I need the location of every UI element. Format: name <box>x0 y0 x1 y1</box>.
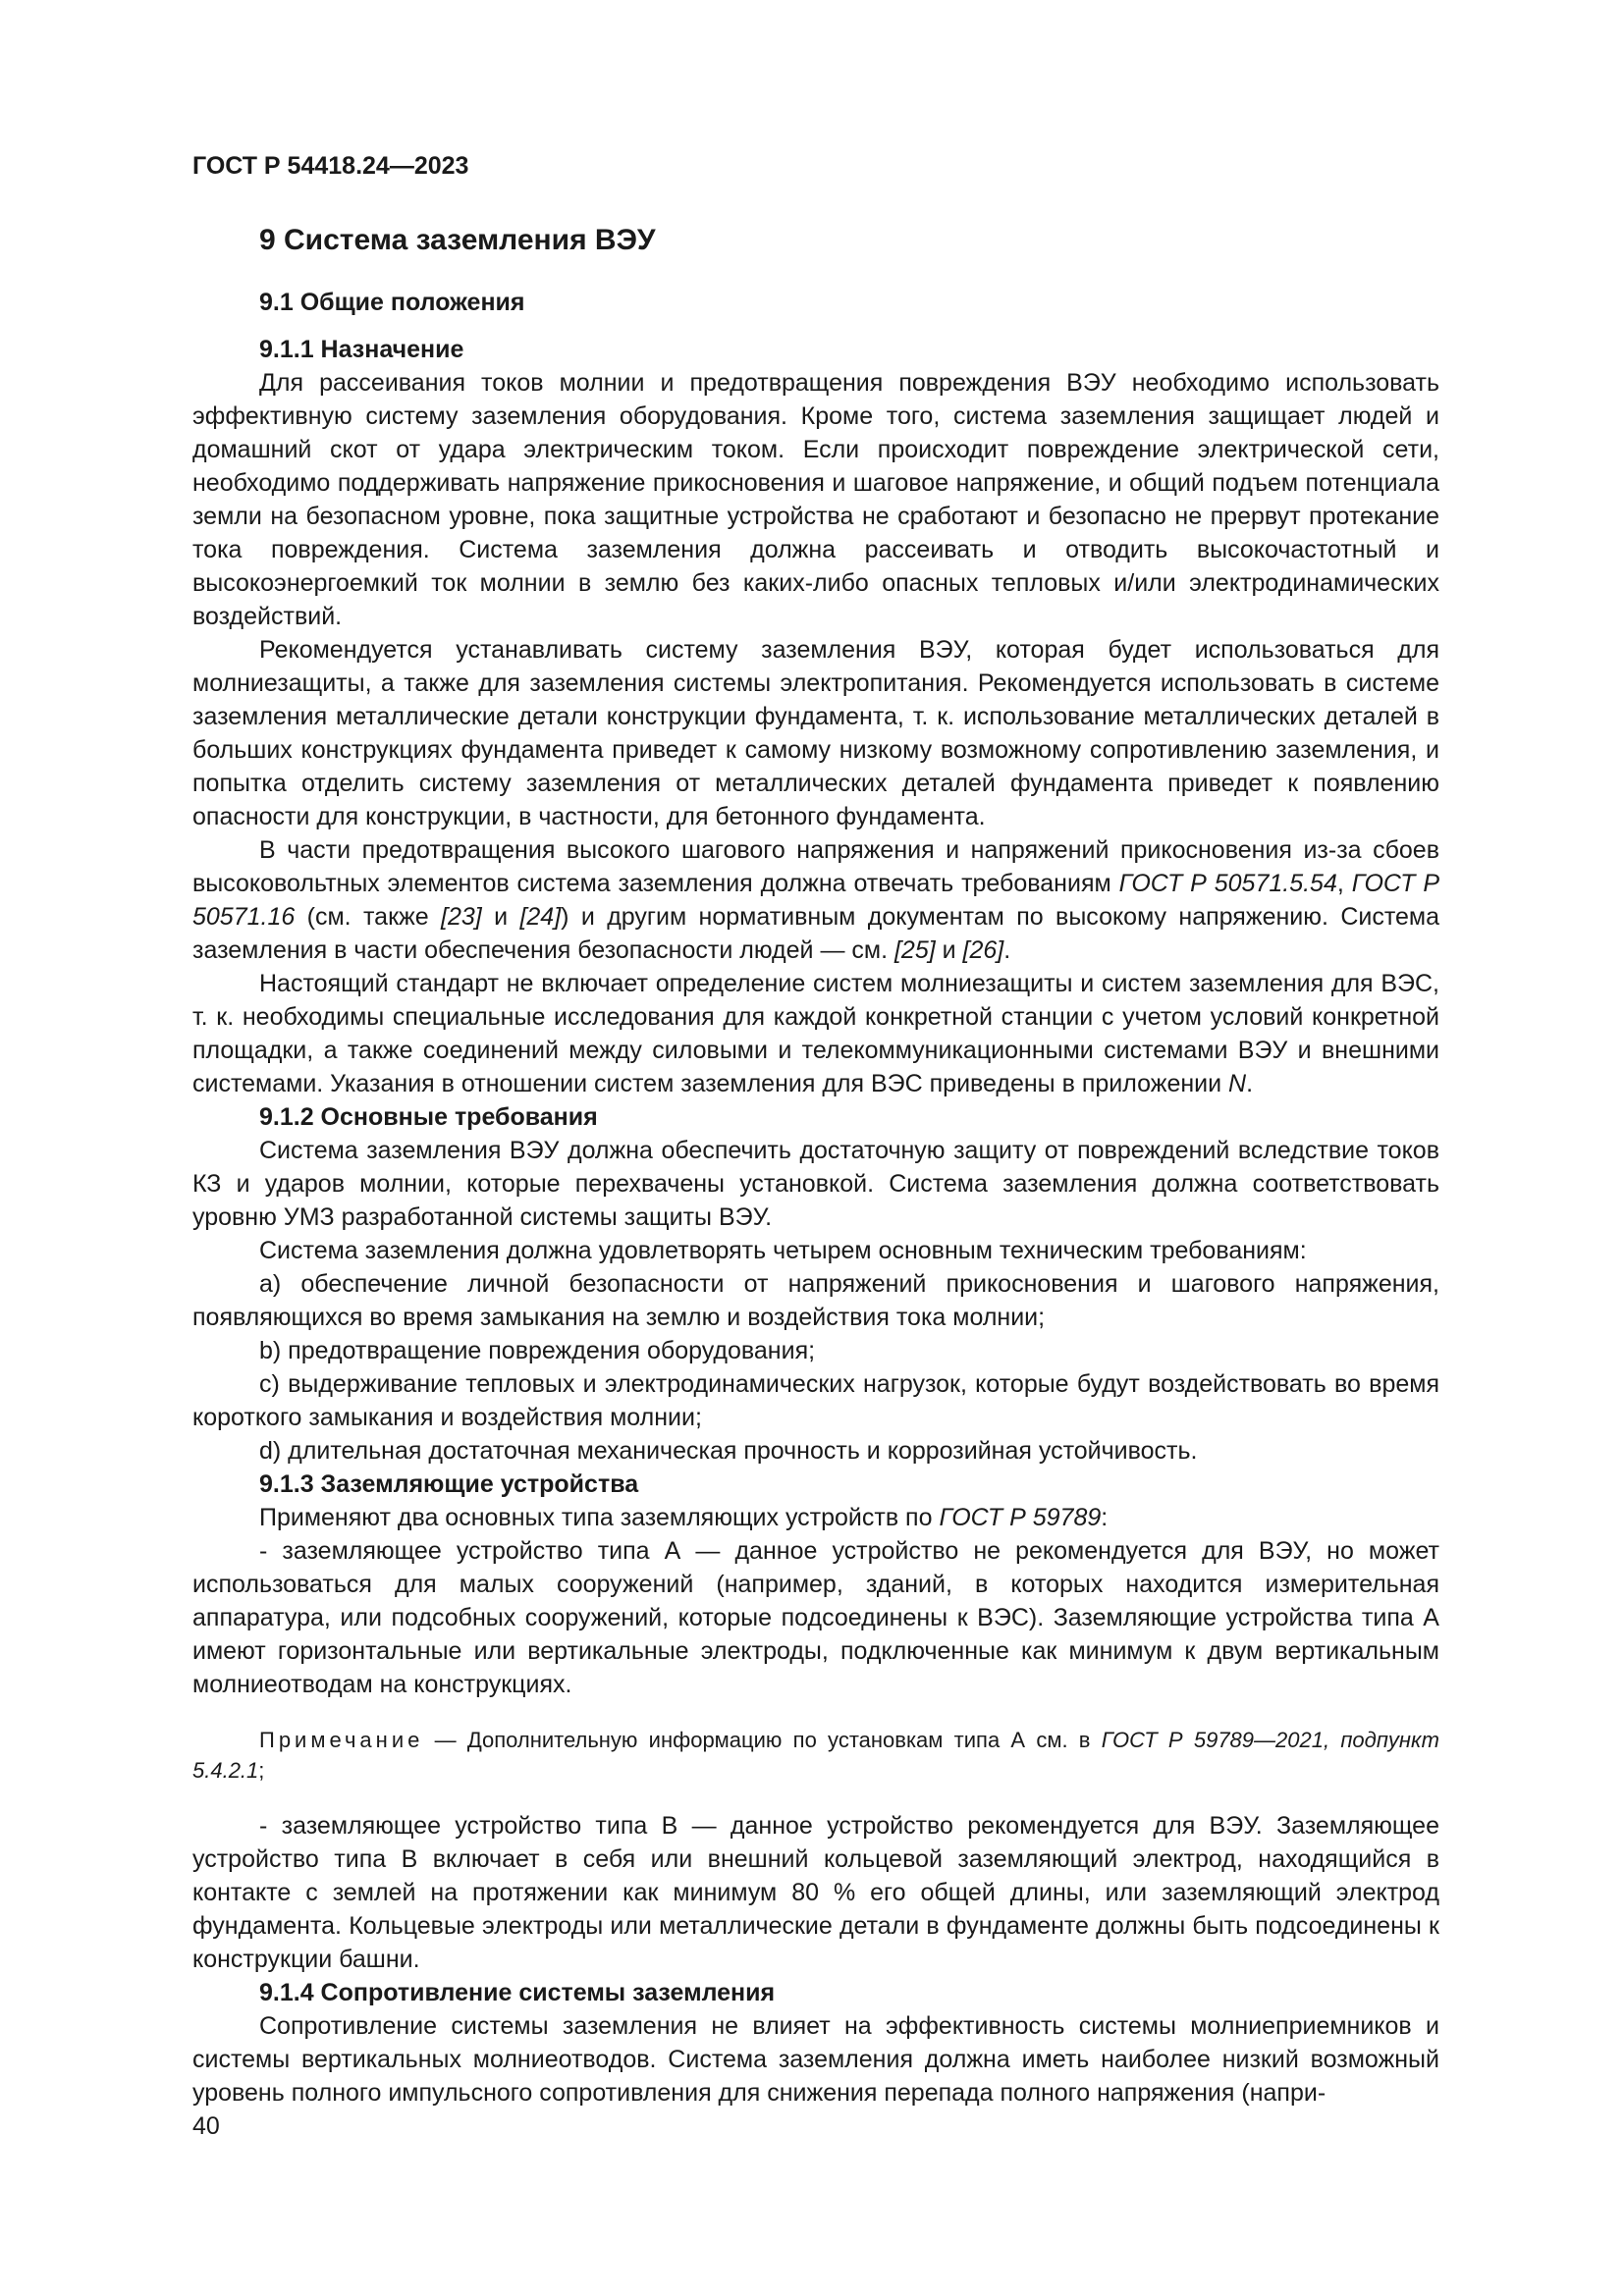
page-content <box>192 221 1439 2109</box>
reference: N <box>1228 1070 1247 1097</box>
paragraph: Рекомендуется устанавливать систему заземления ВЭУ, которая будет использоваться для молниезащиты, а также для заземления системы электропитания. Рекомендуется использовать в системе заземления металлические детали конструкции фундамента, т. к. использование металлических деталей в больших конструкциях фундамента приведет к самому низкому возможному сопротивлению заземления, и попытка отделить систему заземления от металлических деталей фундамента приведет к появлению опасности для конструкции, в частности, для бетонного фундамента. <box>192 636 1439 830</box>
reference: [23] <box>441 903 482 931</box>
reference: ГОСТ Р 50571.16 <box>192 870 1439 931</box>
paragraph: В части предотвращения высокого шагового напряжения и напряжений прикосновения из-за сбоев высоковольтных элементов система заземления должна отвечать требованиям ГОСТ Р 50571.5.54, ГОСТ Р 50571.16 (см. также [23] и [24]) и другим нормативным документам по высокому напряжению. Система заземления в части обеспечения безопасности людей — см. [25] и [26]. <box>192 836 1439 964</box>
note: Примечание — Дополнительную информацию по установкам типа А см. в ГОСТ Р 59789—2021, подпункт 5.4.2.1; <box>192 1728 1439 1783</box>
paragraph: Применяют два основных типа заземляющих устройств по ГОСТ Р 59789: <box>259 1504 1109 1531</box>
page-number: 40 <box>192 2112 220 2140</box>
list-item: d) длительная достаточная механическая прочность и коррозийная устойчивость. <box>259 1437 1198 1465</box>
subsection-title: 9.1 Общие положения <box>259 289 525 316</box>
reference: [26] <box>962 936 1004 964</box>
reference: ГОСТ Р 50571.5.54 <box>1118 870 1337 897</box>
list-item: b) предотвращение повреждения оборудования; <box>259 1337 816 1364</box>
list-item: а) обеспечение личной безопасности от напряжений прикосновения и шагового напряжения, появляющихся во время замыкания на землю и воздействия тока молнии; <box>192 1270 1439 1331</box>
reference: [24] <box>519 903 562 931</box>
reference: ГОСТ Р 59789—2021, подпункт 5.4.2.1 <box>192 1728 1439 1783</box>
paragraph: Система заземления ВЭУ должна обеспечить достаточную защиту от повреждений вследствие токов КЗ и ударов молнии, которые перехвачены установкой. Система заземления должна соответствовать уровню УМЗ разработанной системы защиты ВЭУ. <box>192 1137 1439 1231</box>
document-id: ГОСТ Р 54418.24—2023 <box>192 152 469 180</box>
paragraph: Система заземления должна удовлетворять четырем основным техническим требованиям: <box>259 1237 1307 1264</box>
clause-913-title: 9.1.3 Заземляющие устройства <box>259 1470 639 1498</box>
clause-914-title: 9.1.4 Сопротивление системы заземления <box>259 1979 776 2006</box>
clause-912-title: 9.1.2 Основные требования <box>259 1103 598 1131</box>
reference: [25] <box>893 936 936 964</box>
clause-911-title: 9.1.1 Назначение <box>259 336 464 363</box>
list-item: - заземляющее устройство типа В — данное устройство рекомендуется для ВЭУ. Заземляющее устройство типа В включает в себя или внешний кольцевой заземляющий электрод, находящийся в контакте с землей на протяжении как минимум 80 % его общей длины, или заземляющий электрод фундамента. Кольцевые электроды или металлические детали в фундаменте должны быть подсоединены к конструкции башни. <box>192 1812 1439 1973</box>
note-label: Примечание <box>259 1728 424 1752</box>
paragraph: Для рассеивания токов молнии и предотвращения повреждения ВЭУ необходимо использовать эффективную систему заземления оборудования. Кроме того, система заземления защищает людей и домашний скот от удара электрическим током. Если происходит повреждение электрической сети, необходимо поддерживать напряжение прикосновения и шаговое напряжение, и общий подъем потенциала земли на безопасном уровне, пока защитные устройства не сработают и безопасно не прервут протекание тока повреждения. Система заземления должна рассеивать и отводить высокочастотный и высокоэнергоемкий ток молнии в землю без каких-либо опасных тепловых и/или электродинамических воздействий. <box>192 369 1439 630</box>
paragraph: Настоящий стандарт не включает определение систем молниезащиты и систем заземления для ВЭС, т. к. необходимы специальные исследования для каждой конкретной станции с учетом условий конкретной площадки, а также соединений между силовыми и телекоммуникационными системами ВЭУ и внешними системами. Указания в отношении систем заземления для ВЭС приведены в приложении N. <box>192 970 1439 1097</box>
list-item: - заземляющее устройство типа А — данное устройство не рекомендуется для ВЭУ, но может использоваться для малых сооружений (например, зданий, в которых находится измерительная аппаратура, или подсобных сооружений, которые подсоединены к ВЭС). Заземляющие устройства типа А имеют горизонтальные или вертикальные электроды, подключенные как минимум к двум вертикальным молниеотводам на конструкциях. <box>192 1537 1439 1698</box>
section-title: 9 Система заземления ВЭУ <box>259 224 656 256</box>
list-item: с) выдерживание тепловых и электродинамических нагрузок, которые будут воздействовать во время короткого замыкания и воздействия молнии; <box>192 1370 1439 1431</box>
paragraph: Сопротивление системы заземления не влияет на эффективность системы молниеприемников и системы вертикальных молниеотводов. Система заземления должна иметь наиболее низкий возможный уровень полного импульсного сопротивления для снижения перепада полного напряжения (напри- <box>192 2012 1439 2107</box>
reference: ГОСТ Р 59789 <box>939 1504 1102 1531</box>
